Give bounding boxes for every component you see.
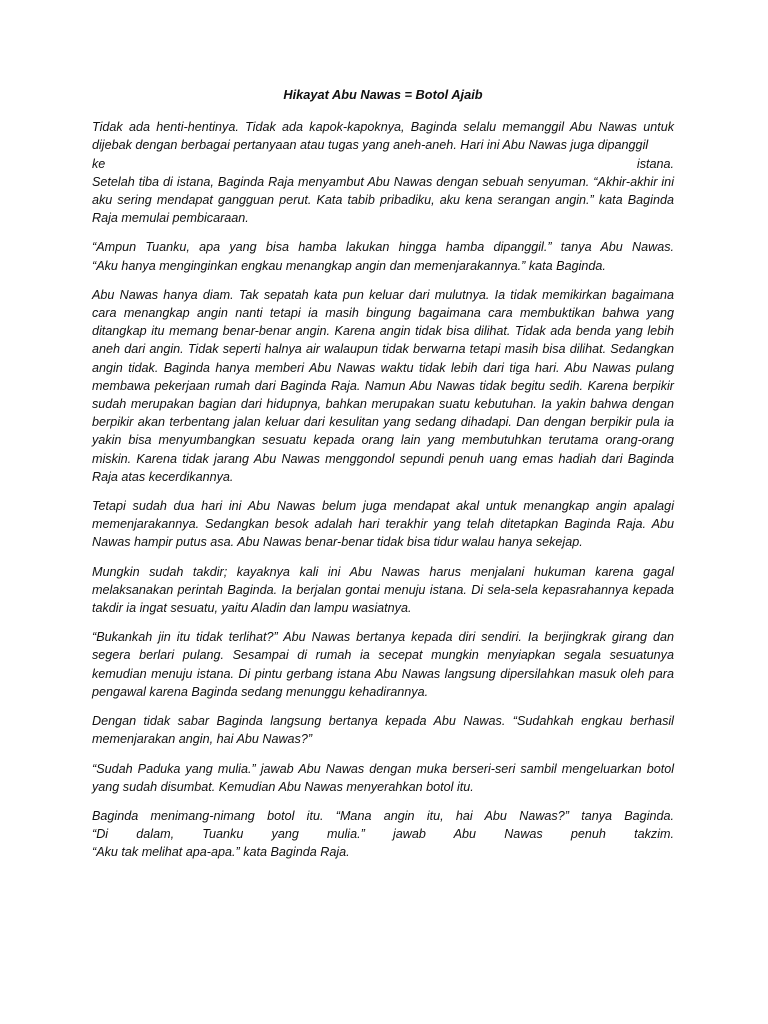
paragraph-line: “Sudah Paduka yang mulia.” jawab Abu Nawas dengan muka berseri-seri sambil mengeluarkan botol yang sudah disumbat. Kemudian Abu Nawas menyerahkan botol itu. (92, 761, 674, 794)
document-page (92, 86, 674, 873)
paragraph-9 (92, 807, 674, 862)
paragraph-6 (92, 628, 674, 701)
paragraph-line: “Bukankah jin itu tidak terlihat?” Abu Nawas bertanya kepada diri sendiri. Ia berjingkrak girang dan segera berlari pulang. Sesampai di rumah ia secepat mungkin menyiapkan segala sesuatunya kemudian menuju istana. Di pintu gerbang istana Abu Nawas langsung dipersilahkan masuk oleh para pengawal karena Baginda sedang menunggu kehadirannya. (92, 630, 674, 699)
paragraph-3 (92, 286, 674, 486)
document-title: Hikayat Abu Nawas = Botol Ajaib (283, 87, 483, 102)
paragraph-line: ke istana. (92, 156, 674, 171)
paragraph-2 (92, 238, 674, 274)
paragraph-line: Tidak ada henti-hentinya. Tidak ada kapok-kapoknya, Baginda selalu memanggil Abu Nawas untuk dijebak dengan berbagai pertanyaan atau tugas yang aneh-aneh. Hari ini Abu Nawas juga dipanggil (92, 120, 674, 153)
paragraph-line: Tetapi sudah dua hari ini Abu Nawas belum juga mendapat akal untuk menangkap angin apalagi memenjarakannya. Sedangkan besok adalah hari terakhir yang telah ditetapkan Baginda Raja. Abu Nawas hampir putus asa. Abu Nawas benar-benar tidak bisa tidur walau hanya sekejap. (92, 499, 674, 550)
paragraph-7 (92, 712, 674, 748)
paragraph-line: “Di dalam, Tuanku yang mulia.” jawab Abu Nawas penuh takzim. (92, 827, 674, 842)
paragraph-1 (92, 118, 674, 227)
paragraph-line: “Aku tak melihat apa-apa.” kata Baginda Raja. (92, 845, 350, 860)
paragraph-line: Dengan tidak sabar Baginda langsung bertanya kepada Abu Nawas. “Sudahkah engkau berhasil memenjarakan angin, hai Abu Nawas?” (92, 714, 674, 747)
paragraph-8 (92, 760, 674, 796)
paragraph-line: “Aku hanya menginginkan engkau menangkap angin dan memenjarakannya.” kata Baginda. (92, 258, 606, 273)
paragraph-4 (92, 497, 674, 552)
paragraph-line: Setelah tiba di istana, Baginda Raja menyambut Abu Nawas dengan sebuah senyuman. “Akhir-akhir ini aku sering mendapat gangguan perut. Kata tabib pribadiku, aku kena serangan angin.” kata Baginda Raja memulai pembicaraan. (92, 174, 674, 226)
paragraph-line: Abu Nawas hanya diam. Tak sepatah kata pun keluar dari mulutnya. Ia tidak memikirkan bagaimana cara menangkap angin nanti tetapi ia masih bingung bagaimana cara membuktikan bahwa yang ditangkap itu memang benar-benar angin. Karena angin tidak bisa dilihat. Tidak ada benda yang lebih aneh dari angin. Tidak seperti halnya air walaupun tidak berwarna tetapi masih bisa dilihat. Sedangkan angin tidak. Baginda hanya memberi Abu Nawas waktu tidak lebih dari tiga hari. Abu Nawas pulang membawa pekerjaan rumah dari Baginda Raja. Namun Abu Nawas tidak begitu sedih. Karena berpikir sudah merupakan bagian dari hidupnya, bahkan merupakan suatu kebutuhan. Ia yakin bahwa dengan berpikir akan terbentang jalan keluar dari kesulitan yang sedang dihadapi. Dan dengan berpikir pula ia yakin bisa menyumbangkan sesuatu kepada orang lain yang membutuhkan terutama orang-orang miskin. Karena tidak jarang Abu Nawas menggondol sepundi penuh uang emas hadiah dari Baginda Raja atas kecerdikannya. (92, 287, 674, 484)
paragraph-line: “Ampun Tuanku, apa yang bisa hamba lakukan hingga hamba dipanggil.” tanya Abu Nawas. (92, 240, 674, 255)
paragraph-5 (92, 563, 674, 618)
paragraph-line: Baginda menimang-nimang botol itu. “Mana angin itu, hai Abu Nawas?” tanya Baginda. (92, 808, 674, 823)
paragraph-line: Mungkin sudah takdir; kayaknya kali ini Abu Nawas harus menjalani hukuman karena gagal melaksanakan perintah Baginda. Ia berjalan gontai menuju istana. Di sela-sela kepasrahannya kepada takdir ia ingat sesuatu, yaitu Aladin dan lampu wasiatnya. (92, 564, 674, 616)
